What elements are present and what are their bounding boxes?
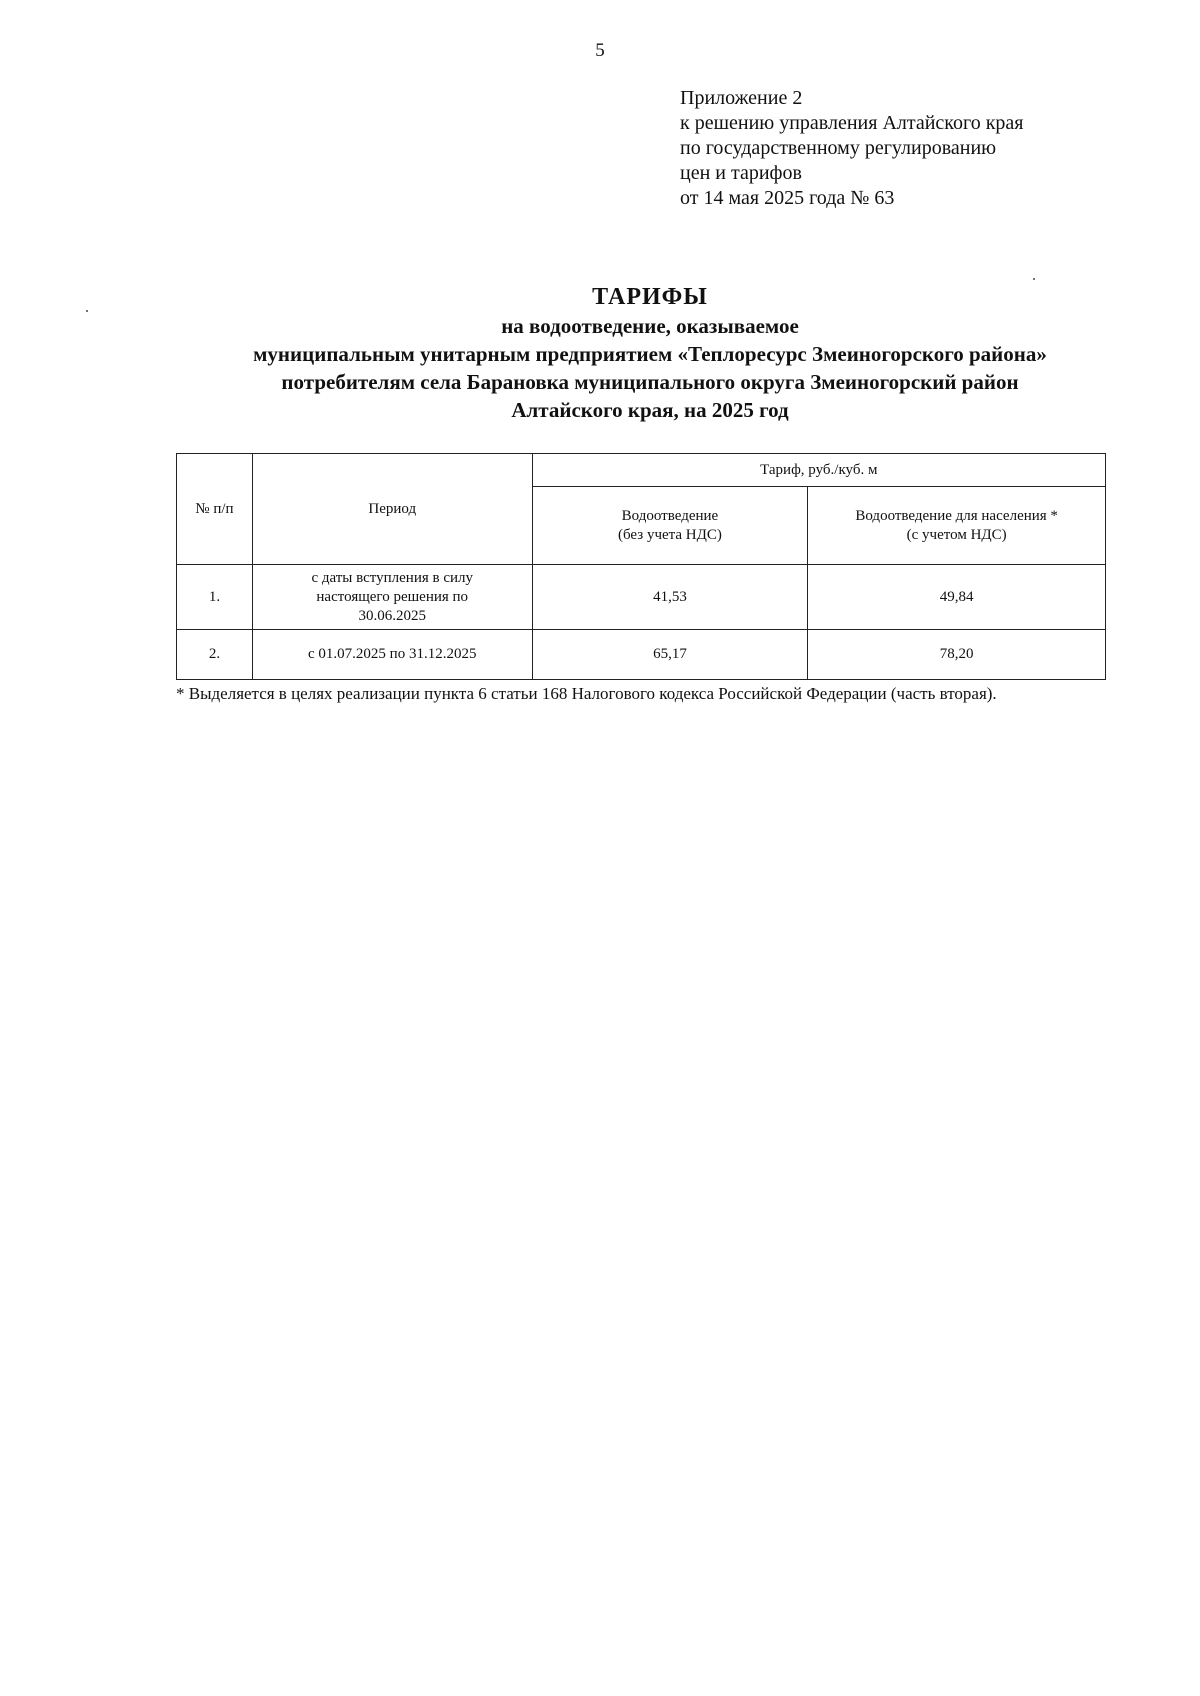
row-value-no-vat: 41,53 — [532, 565, 808, 630]
title-line: Алтайского края, на 2025 год — [511, 398, 789, 422]
row-period — [252, 565, 532, 630]
annex-line: цен и тарифов — [680, 162, 802, 184]
row-period — [252, 630, 532, 680]
row-value-with-vat: 78,20 — [808, 630, 1106, 680]
document-title — [120, 282, 1180, 424]
header-no-vat — [532, 487, 808, 565]
header-with-vat-line: Водоотведение для населения * — [855, 507, 1058, 524]
scan-speck — [1033, 278, 1035, 280]
row-value-no-vat: 65,17 — [532, 630, 808, 680]
title-line: потребителям села Барановка муниципального округа Змеиногорский район — [281, 370, 1019, 394]
page-number: 5 — [595, 40, 605, 61]
header-with-vat — [808, 487, 1106, 565]
header-tariff-group: Тариф, руб./куб. м — [532, 454, 1105, 487]
header-no-vat-line: (без учета НДС) — [618, 526, 722, 543]
row-value-with-vat: 49,84 — [808, 565, 1106, 630]
scan-speck — [86, 310, 88, 312]
title-line: муниципальным унитарным предприятием «Теплоресурс Змеиногорского района» — [253, 342, 1047, 366]
header-with-vat-line: (с учетом НДС) — [906, 526, 1007, 543]
header-no-vat-line: Водоотведение — [621, 507, 719, 524]
annex-line: Приложение 2 — [680, 87, 803, 109]
annex-line: к решению управления Алтайского края — [680, 112, 1024, 134]
row-num: 2. — [177, 630, 253, 680]
table-row — [177, 565, 1106, 630]
annex-line: от 14 мая 2025 года № 63 — [680, 187, 895, 209]
title-line: на водоотведение, оказываемое — [501, 314, 799, 338]
table-row — [177, 630, 1106, 680]
row-period-line: с даты вступления в силу — [311, 569, 474, 586]
header-num: № п/п — [177, 454, 253, 565]
row-num: 1. — [177, 565, 253, 630]
header-period: Период — [252, 454, 532, 565]
annex-block — [680, 86, 1024, 211]
row-period-line: с 01.07.2025 по 31.12.2025 — [308, 646, 477, 662]
annex-line: по государственному регулированию — [680, 137, 997, 159]
tariffs-table — [176, 453, 1106, 680]
row-period-line: настоящего решения по — [316, 588, 469, 605]
footnote: * Выделяется в целях реализации пункта 6 статьи 168 Налогового кодекса Российской Федерации (часть вторая). — [176, 684, 997, 703]
title-main: ТАРИФЫ — [592, 284, 708, 310]
row-period-line: 30.06.2025 — [358, 607, 426, 624]
